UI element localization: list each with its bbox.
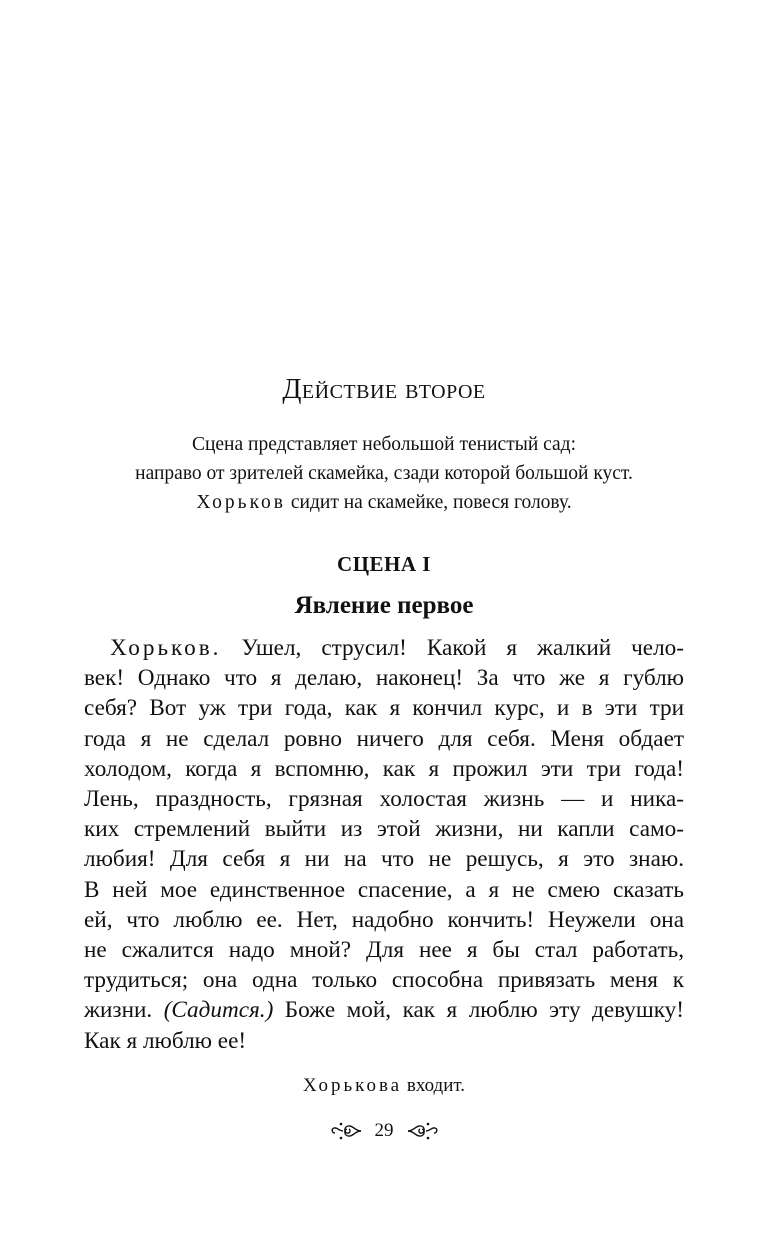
entrance-direction xyxy=(0,1075,768,1097)
text-line: себя? Вот уж три года, как я кончил курс, и в эти три xyxy=(84,695,684,722)
text-line: холодом, когда я вспомню, как я прожил эти три года! xyxy=(84,755,684,782)
character-name: Хорьков xyxy=(196,492,287,513)
text-segment: Боже мой, как я люблю эту девушку! xyxy=(273,997,684,1024)
text-line xyxy=(84,995,684,1025)
text-line: года я не сделал ровно ничего для себя. Меня обдает xyxy=(84,725,684,752)
text-segment: жизни. xyxy=(84,997,164,1024)
text-line xyxy=(84,633,684,663)
stage-direction xyxy=(60,430,708,517)
flourish-left-icon xyxy=(329,1120,363,1142)
text-segment: Ушел, струсил! Какой я жалкий чело- xyxy=(221,635,684,661)
text-line: век! Однако что я делаю, наконец! За что же я гублю xyxy=(84,665,684,692)
text-line: ких стремлений выйти из этой жизни, ни капли само- xyxy=(84,816,684,843)
scene-title: СЦЕНА I xyxy=(337,552,431,576)
text-line: не сжалится надо мной? Для нее я бы стал работать, xyxy=(84,937,684,964)
act-title: Действие второе xyxy=(282,374,486,405)
stage-direction-line xyxy=(60,488,708,517)
page-number: 29 xyxy=(374,1120,394,1141)
text-line: Лень, праздность, грязная холостая жизнь — и ника- xyxy=(84,786,684,813)
text-line: Как я люблю ее! xyxy=(84,1027,247,1054)
speaker-name: Хорьков. xyxy=(110,635,222,661)
text-line: трудиться; она одна только способна привязать меня к xyxy=(84,967,684,994)
stage-remark: (Садится.) xyxy=(163,997,274,1024)
entrance-text: входит. xyxy=(402,1075,466,1096)
character-name: Хорькова xyxy=(302,1075,403,1096)
speech-paragraph xyxy=(84,633,684,1056)
appearance-title: Явление первое xyxy=(294,592,474,619)
stage-direction-line: Сцена представляет небольшой тенистый сад: xyxy=(191,434,577,455)
stage-direction-text: сидит на скамейке, повеся голову. xyxy=(286,492,572,513)
flourish-right-icon xyxy=(406,1120,440,1142)
stage-direction-line: направо от зрителей скамейка, сзади которой большой куст. xyxy=(135,463,633,484)
text-line: ей, что люблю ее. Нет, надобно кончить! Неужели она xyxy=(84,906,684,933)
text-line: любия! Для себя я ни на что не решусь, я это знаю. xyxy=(84,846,684,873)
text-line: В ней мое единственное спасение, а я не смею сказать xyxy=(84,876,684,903)
page-footer xyxy=(0,1120,768,1142)
